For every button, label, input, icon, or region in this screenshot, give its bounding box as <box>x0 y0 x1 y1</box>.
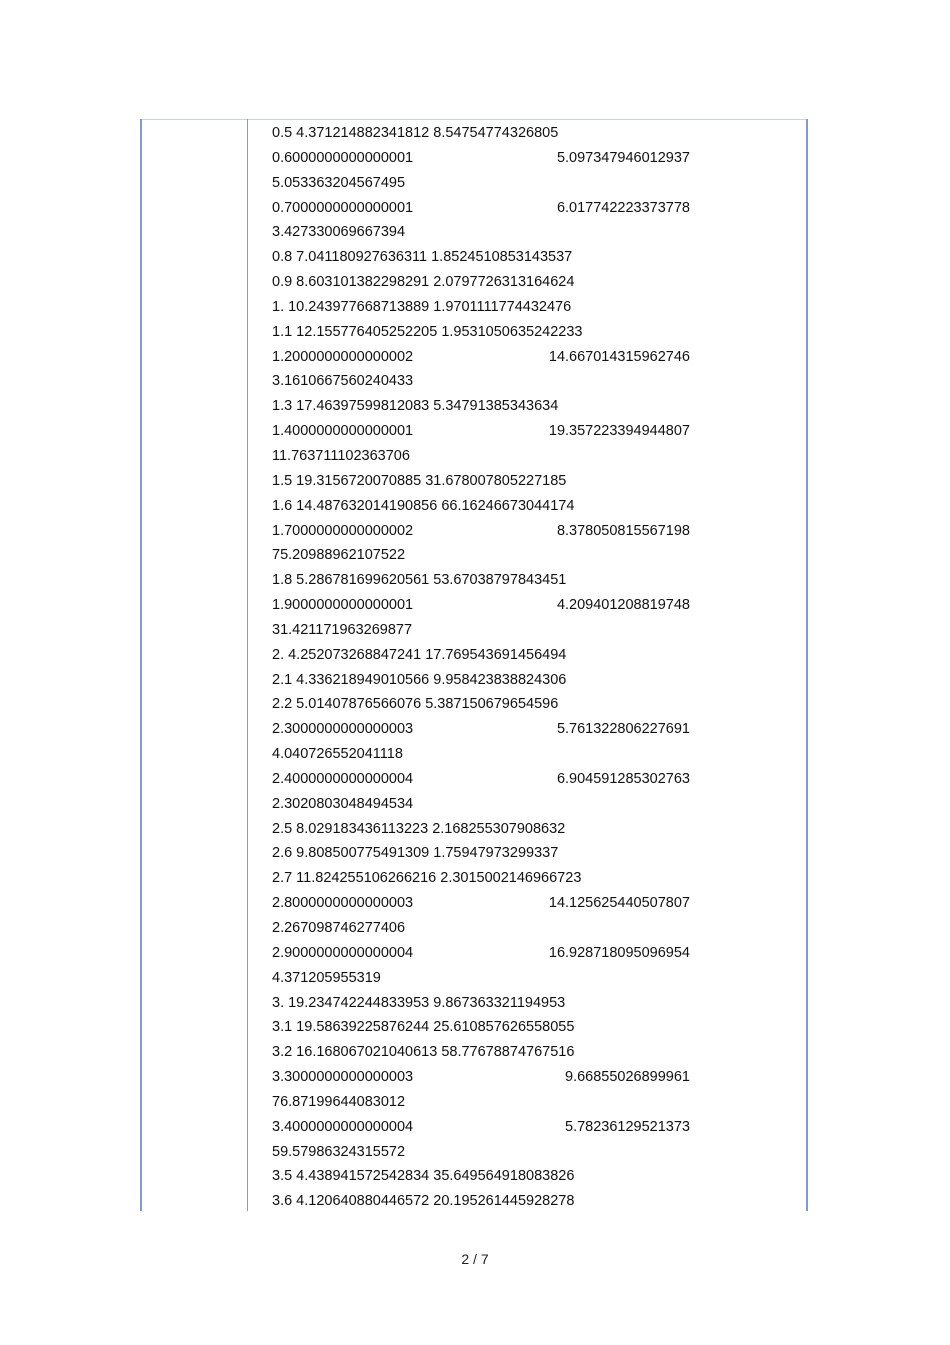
table-left-border <box>140 119 142 1211</box>
data-value-left: 3.3000000000000003 <box>272 1069 414 1086</box>
data-value-left: 1.7000000000000002 <box>272 522 414 539</box>
data-value-right: 9.66855026899961 <box>565 1069 690 1086</box>
data-line-wrap: 2.267098746277406 <box>272 920 406 936</box>
data-value-right: 14.125625440507807 <box>548 895 690 912</box>
data-line-split <box>272 419 690 444</box>
data-line: 2. 4.252073268847241 17.769543691456494 <box>272 646 567 663</box>
data-line-wrap: 11.763711102363706 <box>272 447 410 464</box>
table-column-divider <box>247 119 248 1211</box>
data-line-wrap: 4.040726552041118 <box>272 746 403 763</box>
data-value-left: 2.4000000000000004 <box>272 770 414 787</box>
data-line: 3.6 4.120640880446572 20.195261445928278 <box>272 1193 575 1210</box>
data-line-split <box>272 717 690 742</box>
data-line: 1.3 17.46397599812083 5.34791385343634 <box>272 398 559 415</box>
table-top-border <box>140 119 808 120</box>
data-line: 2.1 4.336218949010566 9.958423838824306 <box>272 671 567 688</box>
data-line: 0.9 8.603101382298291 2.0797726313164624 <box>272 274 575 291</box>
data-line-wrap: 31.421171963269877 <box>272 621 413 638</box>
data-line: 2.6 9.808500775491309 1.75947973299337 <box>272 845 559 862</box>
data-line: 1.6 14.487632014190856 66.16246673044174 <box>272 497 575 514</box>
data-line-wrap: 59.57986324315572 <box>272 1143 406 1160</box>
data-value-left: 1.4000000000000001 <box>272 423 414 440</box>
data-value-right: 14.667014315962746 <box>548 348 690 365</box>
data-value-left: 3.4000000000000004 <box>272 1118 414 1135</box>
data-line: 1.1 12.155776405252205 1.9531050635242233 <box>272 323 583 340</box>
data-line-split <box>272 1065 690 1090</box>
data-line-wrap: 3.1610667560240433 <box>272 373 414 390</box>
data-value-right: 6.904591285302763 <box>556 770 690 787</box>
data-value-right: 4.209401208819748 <box>556 597 690 614</box>
data-line-split <box>272 519 690 544</box>
data-line-split <box>272 593 690 618</box>
data-line: 1. 10.243977668713889 1.9701111774432476 <box>272 298 572 315</box>
data-line: 2.7 11.824255106266216 2.3015002146966723 <box>272 870 582 887</box>
data-line: 2.2 5.01407876566076 5.387150679654596 <box>272 696 559 713</box>
data-line-wrap: 5.053363204567495 <box>272 174 406 191</box>
data-value-right: 5.097347946012937 <box>556 149 690 166</box>
data-line-wrap: 75.20988962107522 <box>272 547 406 564</box>
page-number: 2 / 7 <box>461 1251 489 1267</box>
data-line-split <box>272 891 690 916</box>
data-value-left: 0.7000000000000001 <box>272 199 414 216</box>
data-line-split <box>272 767 690 792</box>
data-line: 0.5 4.371214882341812 8.54754774326805 <box>272 125 559 141</box>
data-value-right: 5.761322806227691 <box>556 721 690 738</box>
data-line-wrap: 3.427330069667394 <box>272 224 406 241</box>
data-line: 3.5 4.438941572542834 35.649564918083826 <box>272 1168 575 1185</box>
data-value-left: 2.9000000000000004 <box>272 944 414 961</box>
data-line: 2.5 8.029183436113223 2.168255307908632 <box>272 820 566 837</box>
data-line: 3.2 16.168067021040613 58.77678874767516 <box>272 1044 575 1061</box>
data-line: 3.1 19.58639225876244 25.610857626558055 <box>272 1019 575 1036</box>
data-line-split <box>272 146 690 171</box>
data-line-wrap: 4.371205955319 <box>272 969 381 986</box>
data-line: 0.8 7.041180927636311 1.8524510853143537 <box>272 249 573 266</box>
data-value-left: 1.2000000000000002 <box>272 348 414 365</box>
data-line-split <box>272 941 690 966</box>
data-line-wrap: 2.3020803048494534 <box>272 795 414 812</box>
data-value-right: 6.017742223373778 <box>556 199 690 216</box>
data-column <box>272 121 690 1214</box>
data-value-left: 2.8000000000000003 <box>272 895 414 912</box>
data-line-wrap: 76.87199644083012 <box>272 1093 406 1110</box>
data-value-right: 8.378050815567198 <box>556 522 690 539</box>
data-value-left: 2.3000000000000003 <box>272 721 414 738</box>
data-value-right: 16.928718095096954 <box>548 944 690 961</box>
data-line-split <box>272 1115 690 1140</box>
data-value-left: 1.9000000000000001 <box>272 597 414 614</box>
data-line-split <box>272 196 690 221</box>
data-value-right: 5.78236129521373 <box>565 1118 690 1135</box>
data-value-left: 0.6000000000000001 <box>272 149 414 166</box>
data-value-right: 19.357223394944807 <box>548 423 690 440</box>
data-line: 1.5 19.3156720070885 31.678007805227185 <box>272 472 567 489</box>
table-right-border <box>806 119 808 1211</box>
data-line: 1.8 5.286781699620561 53.67038797843451 <box>272 572 567 589</box>
data-line-split <box>272 345 690 370</box>
data-line: 3. 19.234742244833953 9.867363321194953 <box>272 994 566 1011</box>
